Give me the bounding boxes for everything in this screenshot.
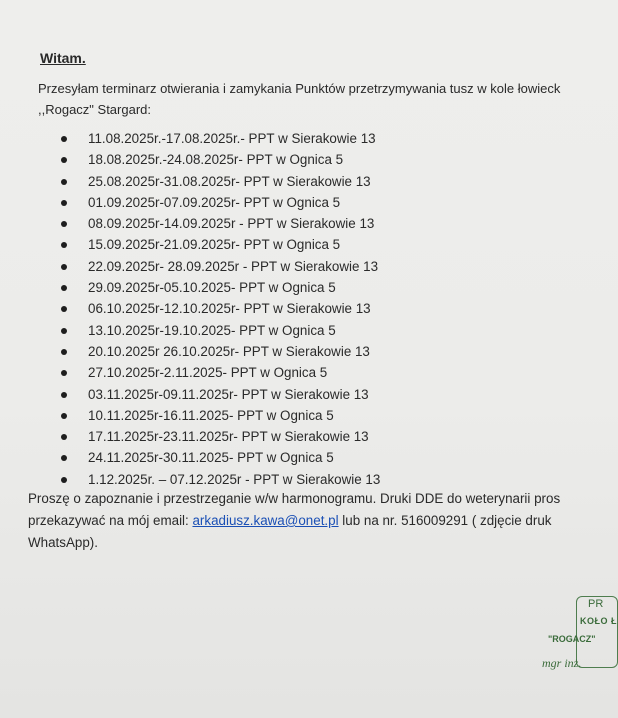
bullet-icon (61, 221, 67, 227)
schedule-item-text: 01.09.2025r-07.09.2025r- PPT w Ognica 5 (88, 194, 341, 210)
schedule-item (58, 384, 380, 405)
bullet-icon (61, 328, 67, 334)
schedule-item-text: 15.09.2025r-21.09.2025r- PPT w Ognica 5 (88, 237, 341, 253)
bullet-icon (61, 157, 67, 163)
bullet-icon (61, 136, 67, 142)
schedule-item-text: 18.08.2025r.-24.08.2025r- PPT w Ognica 5 (88, 152, 344, 168)
intro-paragraph (38, 78, 607, 120)
schedule-item (58, 405, 380, 426)
bullet-icon (61, 264, 67, 270)
closing-line-3: WhatsApp). (28, 535, 98, 550)
schedule-item (58, 213, 380, 234)
club-stamp (542, 596, 618, 686)
schedule-item (58, 171, 380, 192)
closing-line-2-start: przekazywać na mój email: (28, 513, 193, 528)
bullet-icon (61, 370, 67, 376)
intro-line-1: Przesyłam terminarz otwierania i zamykania Punktów przetrzymywania tusz w kole łowieck (38, 81, 561, 96)
bullet-icon (61, 413, 67, 419)
schedule-item-text: 10.11.2025r-16.11.2025- PPT w Ognica 5 (88, 407, 334, 423)
bullet-icon (61, 306, 67, 312)
bullet-icon (61, 285, 67, 291)
closing-line-2-end: lub na nr. 516009291 ( zdjęcie druk (338, 513, 552, 528)
bullet-icon (61, 455, 67, 461)
schedule-item (58, 298, 380, 319)
stamp-line-3: "ROGACZ" (548, 634, 596, 644)
schedule-item-text: 03.11.2025r-09.11.2025r- PPT w Sierakowie 13 (88, 386, 369, 402)
signature-text: mgr inż. (542, 656, 582, 670)
bullet-icon (61, 349, 67, 355)
schedule-item (58, 149, 380, 170)
schedule-item-text: 29.09.2025r-05.10.2025- PPT w Ognica 5 (88, 280, 336, 296)
schedule-item-text: 20.10.2025r 26.10.2025r- PPT w Sierakowie 13 (88, 343, 370, 359)
bullet-icon (61, 477, 67, 483)
schedule-item (58, 192, 380, 213)
schedule-item (58, 256, 380, 277)
schedule-item (58, 277, 380, 298)
bullet-icon (61, 434, 67, 440)
schedule-item-text: 08.09.2025r-14.09.2025r - PPT w Sierakowie 13 (88, 216, 375, 232)
bullet-icon (61, 200, 67, 206)
bullet-icon (61, 179, 67, 185)
stamp-line-1: PR (588, 598, 604, 610)
email-link[interactable]: arkadiusz.kawa@onet.pl (192, 513, 339, 528)
schedule-item-text: 13.10.2025r-19.10.2025- PPT w Ognica 5 (88, 322, 336, 338)
schedule-item (58, 426, 380, 447)
schedule-item-text: 11.08.2025r.-17.08.2025r.- PPT w Sierakowie 13 (88, 131, 376, 146)
bullet-icon (61, 392, 67, 398)
schedule-item-text: 1.12.2025r. – 07.12.2025r - PPT w Sierakowie 13 (88, 471, 381, 487)
schedule-item-text: 06.10.2025r-12.10.2025r- PPT w Sierakowie 13 (88, 301, 371, 317)
schedule-item-text: 27.10.2025r-2.11.2025- PPT w Ognica 5 (88, 365, 328, 381)
closing-paragraph (28, 488, 607, 554)
schedule-list (58, 128, 380, 490)
schedule-item (58, 234, 380, 255)
schedule-item-text: 24.11.2025r-30.11.2025- PPT w Ognica 5 (88, 450, 334, 466)
closing-line-1: Proszę o zapoznanie i przestrzeganie w/w harmonogramu. Druki DDE do weterynarii pros (28, 491, 561, 506)
stamp-line-2: KOŁO Ł (580, 616, 617, 626)
schedule-item-text: 17.11.2025r-23.11.2025r- PPT w Sierakowie 13 (88, 429, 369, 445)
greeting: Witam. (40, 50, 86, 66)
schedule-item (58, 341, 380, 362)
schedule-item (58, 447, 380, 468)
schedule-item-text: 22.09.2025r- 28.09.2025r - PPT w Sierakowie 13 (88, 258, 379, 274)
schedule-item-text: 25.08.2025r-31.08.2025r- PPT w Sierakowie 13 (88, 173, 371, 189)
schedule-item (58, 362, 380, 383)
bullet-icon (61, 242, 67, 248)
schedule-item (58, 320, 380, 341)
schedule-item (58, 128, 380, 149)
closing-line-2 (28, 510, 607, 532)
intro-line-2: ,,Rogacz" Stargard: (38, 102, 152, 117)
schedule-item (58, 469, 380, 490)
